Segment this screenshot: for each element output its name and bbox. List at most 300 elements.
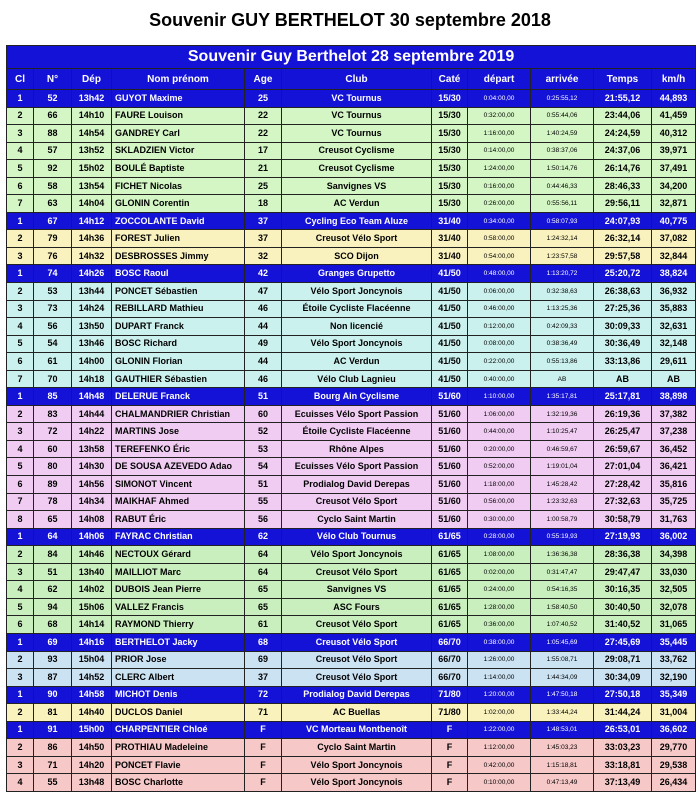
- cell-kmh: 33,030: [652, 563, 696, 581]
- cell-dep: 14h26: [72, 265, 112, 283]
- cell-cl: 2: [7, 704, 34, 722]
- cell-age: F: [245, 721, 282, 739]
- cell-arrivee: 0:46:59,67: [531, 440, 594, 458]
- cell-num: 70: [34, 370, 72, 388]
- cell-dep: 13h44: [72, 283, 112, 301]
- cell-temps: 28:46,33: [594, 177, 652, 195]
- cell-cate: F: [432, 739, 468, 757]
- cell-club: Creusot Vélo Sport: [282, 651, 432, 669]
- cell-depart: 1:16:00,00: [468, 125, 531, 143]
- cell-dep: 14h46: [72, 546, 112, 564]
- cell-cate: 41/50: [432, 353, 468, 371]
- cell-kmh: 40,775: [652, 212, 696, 230]
- header-kmh: km/h: [652, 69, 696, 90]
- cell-age: 52: [245, 423, 282, 441]
- cell-dep: 14h14: [72, 616, 112, 634]
- cell-kmh: 35,816: [652, 476, 696, 494]
- cell-temps: 29:57,58: [594, 247, 652, 265]
- cell-age: 56: [245, 511, 282, 529]
- cell-cate: 15/30: [432, 125, 468, 143]
- cell-depart: 1:12:00,00: [468, 739, 531, 757]
- cell-club: Prodialog David Derepas: [282, 476, 432, 494]
- results-table-wrapper: [6, 45, 695, 792]
- cell-cl: 1: [7, 528, 34, 546]
- cell-club: Creusot Vélo Sport: [282, 633, 432, 651]
- table-row: [7, 756, 696, 774]
- cell-dep: 13h58: [72, 440, 112, 458]
- cell-kmh: 36,602: [652, 721, 696, 739]
- cell-num: 90: [34, 686, 72, 704]
- table-row: [7, 774, 696, 792]
- cell-club: AC Verdun: [282, 353, 432, 371]
- cell-club: Étoile Cycliste Flacéenne: [282, 423, 432, 441]
- cell-age: 65: [245, 598, 282, 616]
- cell-cl: 1: [7, 686, 34, 704]
- cell-cl: 3: [7, 125, 34, 143]
- cell-dep: 13h54: [72, 177, 112, 195]
- cell-age: 49: [245, 335, 282, 353]
- cell-dep: 13h42: [72, 90, 112, 108]
- cell-num: 60: [34, 440, 72, 458]
- cell-club: AC Verdun: [282, 195, 432, 213]
- cell-cl: 3: [7, 669, 34, 687]
- cell-arrivee: 1:36:36,38: [531, 546, 594, 564]
- cell-dep: 15h06: [72, 598, 112, 616]
- cell-kmh: 34,398: [652, 546, 696, 564]
- cell-nom: RAYMOND Thierry: [112, 616, 245, 634]
- cell-cl: 4: [7, 318, 34, 336]
- cell-age: 21: [245, 160, 282, 178]
- cell-cate: 51/60: [432, 511, 468, 529]
- cell-nom: FICHET Nicolas: [112, 177, 245, 195]
- cell-arrivee: 1:48:53,01: [531, 721, 594, 739]
- cell-arrivee: 0:31:47,47: [531, 563, 594, 581]
- cell-club: Creusot Cyclisme: [282, 160, 432, 178]
- cell-temps: 25:17,81: [594, 388, 652, 406]
- cell-temps: 27:45,69: [594, 633, 652, 651]
- cell-age: 47: [245, 283, 282, 301]
- cell-arrivee: 0:55:56,11: [531, 195, 594, 213]
- cell-num: 91: [34, 721, 72, 739]
- cell-club: Ecuisses Vélo Sport Passion: [282, 458, 432, 476]
- cell-age: 64: [245, 546, 282, 564]
- cell-age: 17: [245, 142, 282, 160]
- cell-arrivee: 0:47:13,49: [531, 774, 594, 792]
- cell-dep: 15h04: [72, 651, 112, 669]
- cell-cate: 31/40: [432, 230, 468, 248]
- cell-cate: 15/30: [432, 90, 468, 108]
- cell-depart: 1:14:00,00: [468, 669, 531, 687]
- cell-cl: 5: [7, 160, 34, 178]
- cell-cate: 41/50: [432, 335, 468, 353]
- cell-num: 56: [34, 318, 72, 336]
- cell-dep: 14h40: [72, 704, 112, 722]
- cell-age: 65: [245, 581, 282, 599]
- cell-nom: BERTHELOT Jacky: [112, 633, 245, 651]
- cell-temps: 30:40,50: [594, 598, 652, 616]
- cell-kmh: 31,004: [652, 704, 696, 722]
- cell-arrivee: 1:10:25,47: [531, 423, 594, 441]
- cell-cate: 61/65: [432, 616, 468, 634]
- cell-num: 64: [34, 528, 72, 546]
- cell-cate: 15/30: [432, 195, 468, 213]
- cell-num: 74: [34, 265, 72, 283]
- cell-age: 37: [245, 669, 282, 687]
- cell-kmh: 34,200: [652, 177, 696, 195]
- cell-club: Rhône Alpes: [282, 440, 432, 458]
- header-cate: Caté: [432, 69, 468, 90]
- cell-nom: FOREST Julien: [112, 230, 245, 248]
- cell-cate: 51/60: [432, 405, 468, 423]
- cell-cl: 2: [7, 107, 34, 125]
- cell-club: Prodialog David Derepas: [282, 686, 432, 704]
- cell-num: 73: [34, 300, 72, 318]
- cell-club: Creusot Vélo Sport: [282, 563, 432, 581]
- cell-arrivee: 1:15:18,81: [531, 756, 594, 774]
- cell-nom: BOSC Charlotte: [112, 774, 245, 792]
- cell-cate: 71/80: [432, 686, 468, 704]
- results-table: [6, 45, 696, 792]
- cell-cate: 15/30: [432, 177, 468, 195]
- cell-arrivee: 0:38:37,06: [531, 142, 594, 160]
- header-depart: départ: [468, 69, 531, 90]
- cell-arrivee: 1:19:01,04: [531, 458, 594, 476]
- cell-cate: 51/60: [432, 458, 468, 476]
- cell-depart: 0:58:00,00: [468, 230, 531, 248]
- cell-temps: 27:25,36: [594, 300, 652, 318]
- cell-cate: 66/70: [432, 651, 468, 669]
- cell-arrivee: 0:32:38,63: [531, 283, 594, 301]
- table-row: [7, 493, 696, 511]
- cell-kmh: 36,002: [652, 528, 696, 546]
- cell-cl: 7: [7, 195, 34, 213]
- table-row: [7, 528, 696, 546]
- cell-club: Creusot Cyclisme: [282, 142, 432, 160]
- cell-arrivee: 1:13:20,72: [531, 265, 594, 283]
- cell-temps: 30:36,49: [594, 335, 652, 353]
- cell-cl: 2: [7, 546, 34, 564]
- cell-num: 71: [34, 756, 72, 774]
- cell-club: Étoile Cycliste Flacéenne: [282, 300, 432, 318]
- cell-arrivee: 1:24:32,14: [531, 230, 594, 248]
- cell-cl: 1: [7, 721, 34, 739]
- cell-nom: TEREFENKO Éric: [112, 440, 245, 458]
- cell-cl: 6: [7, 353, 34, 371]
- cell-cate: 51/60: [432, 388, 468, 406]
- cell-nom: GAUTHIER Sébastien: [112, 370, 245, 388]
- cell-cl: 3: [7, 563, 34, 581]
- cell-kmh: 32,871: [652, 195, 696, 213]
- cell-nom: GLONIN Florian: [112, 353, 245, 371]
- cell-num: 51: [34, 563, 72, 581]
- cell-age: 61: [245, 616, 282, 634]
- cell-depart: 0:42:00,00: [468, 756, 531, 774]
- cell-nom: DESBROSSES Jimmy: [112, 247, 245, 265]
- table-row: [7, 318, 696, 336]
- cell-age: 22: [245, 125, 282, 143]
- table-row: [7, 370, 696, 388]
- cell-temps: 24:24,59: [594, 125, 652, 143]
- cell-temps: 27:01,04: [594, 458, 652, 476]
- cell-arrivee: 1:23:32,63: [531, 493, 594, 511]
- cell-club: Non licencié: [282, 318, 432, 336]
- cell-dep: 14h58: [72, 686, 112, 704]
- cell-temps: 26:53,01: [594, 721, 652, 739]
- table-row: [7, 598, 696, 616]
- cell-depart: 0:54:00,00: [468, 247, 531, 265]
- cell-cate: 41/50: [432, 283, 468, 301]
- cell-age: 55: [245, 493, 282, 511]
- cell-club: Ecuisses Vélo Sport Passion: [282, 405, 432, 423]
- table-row: [7, 616, 696, 634]
- cell-dep: 14h20: [72, 756, 112, 774]
- cell-kmh: 32,190: [652, 669, 696, 687]
- cell-temps: 33:03,23: [594, 739, 652, 757]
- cell-nom: DUBOIS Jean Pierre: [112, 581, 245, 599]
- cell-arrivee: AB: [531, 370, 594, 388]
- cell-nom: BOSC Raoul: [112, 265, 245, 283]
- cell-age: F: [245, 774, 282, 792]
- table-row: [7, 651, 696, 669]
- cell-arrivee: 1:07:40,52: [531, 616, 594, 634]
- cell-club: Sanvignes VS: [282, 177, 432, 195]
- cell-age: 64: [245, 563, 282, 581]
- table-row: [7, 686, 696, 704]
- cell-kmh: 31,065: [652, 616, 696, 634]
- cell-depart: 0:52:00,00: [468, 458, 531, 476]
- cell-club: Vélo Sport Joncynois: [282, 756, 432, 774]
- cell-nom: BOSC Richard: [112, 335, 245, 353]
- cell-num: 88: [34, 125, 72, 143]
- cell-arrivee: 1:44:34,09: [531, 669, 594, 687]
- cell-club: Creusot Vélo Sport: [282, 230, 432, 248]
- cell-depart: 1:18:00,00: [468, 476, 531, 494]
- cell-depart: 1:24:00,00: [468, 160, 531, 178]
- cell-depart: 1:20:00,00: [468, 686, 531, 704]
- cell-temps: 26:32,14: [594, 230, 652, 248]
- cell-cl: 5: [7, 458, 34, 476]
- cell-kmh: 38,898: [652, 388, 696, 406]
- cell-kmh: 37,082: [652, 230, 696, 248]
- cell-age: 32: [245, 247, 282, 265]
- cell-temps: 30:16,35: [594, 581, 652, 599]
- table-row: [7, 423, 696, 441]
- header-num: N°: [34, 69, 72, 90]
- cell-nom: MAIKHAF Ahmed: [112, 493, 245, 511]
- cell-temps: 28:36,38: [594, 546, 652, 564]
- cell-temps: 26:38,63: [594, 283, 652, 301]
- cell-cl: 1: [7, 90, 34, 108]
- cell-club: Creusot Vélo Sport: [282, 493, 432, 511]
- table-row: [7, 160, 696, 178]
- cell-dep: 14h36: [72, 230, 112, 248]
- cell-num: 65: [34, 511, 72, 529]
- cell-kmh: 36,932: [652, 283, 696, 301]
- cell-nom: MARTINS Jose: [112, 423, 245, 441]
- cell-nom: DELERUE Franck: [112, 388, 245, 406]
- table-row: [7, 405, 696, 423]
- cell-num: 55: [34, 774, 72, 792]
- cell-kmh: 38,824: [652, 265, 696, 283]
- cell-club: Cyclo Saint Martin: [282, 739, 432, 757]
- cell-num: 66: [34, 107, 72, 125]
- cell-club: Creusot Vélo Sport: [282, 669, 432, 687]
- cell-club: VC Morteau Montbenoît: [282, 721, 432, 739]
- cell-dep: 14h16: [72, 633, 112, 651]
- cell-age: 46: [245, 300, 282, 318]
- table-row: [7, 721, 696, 739]
- cell-cate: 51/60: [432, 476, 468, 494]
- cell-temps: 29:56,11: [594, 195, 652, 213]
- cell-depart: 0:40:00,00: [468, 370, 531, 388]
- cell-nom: PRIOR Jose: [112, 651, 245, 669]
- header-nom: Nom prénom: [112, 69, 245, 90]
- table-row: [7, 476, 696, 494]
- cell-nom: VALLEZ Francis: [112, 598, 245, 616]
- cell-club: Vélo Club Lagnieu: [282, 370, 432, 388]
- cell-cate: 15/30: [432, 160, 468, 178]
- cell-nom: NECTOUX Gérard: [112, 546, 245, 564]
- cell-nom: BOULÉ Baptiste: [112, 160, 245, 178]
- cell-temps: 29:08,71: [594, 651, 652, 669]
- table-row: [7, 704, 696, 722]
- cell-num: 57: [34, 142, 72, 160]
- cell-nom: CLERC Albert: [112, 669, 245, 687]
- cell-kmh: 29,611: [652, 353, 696, 371]
- cell-depart: 0:56:00,00: [468, 493, 531, 511]
- cell-arrivee: 1:55:08,71: [531, 651, 594, 669]
- cell-num: 69: [34, 633, 72, 651]
- table-row: [7, 388, 696, 406]
- cell-dep: 13h40: [72, 563, 112, 581]
- cell-depart: 0:48:00,00: [468, 265, 531, 283]
- cell-age: 53: [245, 440, 282, 458]
- cell-club: Vélo Sport Joncynois: [282, 546, 432, 564]
- cell-kmh: 29,538: [652, 756, 696, 774]
- cell-cate: 66/70: [432, 669, 468, 687]
- cell-arrivee: 1:32:19,36: [531, 405, 594, 423]
- cell-kmh: 33,762: [652, 651, 696, 669]
- cell-cate: 61/65: [432, 581, 468, 599]
- cell-temps: 26:19,36: [594, 405, 652, 423]
- table-row: [7, 300, 696, 318]
- cell-num: 78: [34, 493, 72, 511]
- cell-cl: 3: [7, 247, 34, 265]
- cell-cl: 4: [7, 774, 34, 792]
- cell-kmh: 32,844: [652, 247, 696, 265]
- table-row: [7, 458, 696, 476]
- table-row: [7, 581, 696, 599]
- cell-age: F: [245, 756, 282, 774]
- cell-club: SCO Dijon: [282, 247, 432, 265]
- cell-age: 51: [245, 388, 282, 406]
- header-temps: Temps: [594, 69, 652, 90]
- cell-cate: 41/50: [432, 265, 468, 283]
- cell-temps: 23:44,06: [594, 107, 652, 125]
- cell-age: 18: [245, 195, 282, 213]
- cell-kmh: 40,312: [652, 125, 696, 143]
- cell-nom: ZOCCOLANTE David: [112, 212, 245, 230]
- table-row: [7, 511, 696, 529]
- cell-arrivee: 1:45:28,42: [531, 476, 594, 494]
- cell-club: Vélo Sport Joncynois: [282, 335, 432, 353]
- cell-arrivee: 1:00:58,79: [531, 511, 594, 529]
- cell-depart: 1:08:00,00: [468, 546, 531, 564]
- cell-temps: 30:58,79: [594, 511, 652, 529]
- cell-cate: 15/30: [432, 142, 468, 160]
- cell-club: Cyclo Saint Martin: [282, 511, 432, 529]
- cell-cl: 3: [7, 756, 34, 774]
- cell-dep: 14h24: [72, 300, 112, 318]
- cell-depart: 0:06:00,00: [468, 283, 531, 301]
- cell-club: Creusot Vélo Sport: [282, 616, 432, 634]
- table-row: [7, 563, 696, 581]
- cell-club: Bourg Ain Cyclisme: [282, 388, 432, 406]
- banner-row: [7, 46, 696, 69]
- table-row: [7, 90, 696, 108]
- cell-num: 87: [34, 669, 72, 687]
- cell-cate: 71/80: [432, 704, 468, 722]
- cell-kmh: 32,078: [652, 598, 696, 616]
- cell-arrivee: 0:25:55,12: [531, 90, 594, 108]
- cell-depart: 0:02:00,00: [468, 563, 531, 581]
- cell-dep: 15h02: [72, 160, 112, 178]
- cell-club: VC Tournus: [282, 125, 432, 143]
- cell-depart: 1:28:00,00: [468, 598, 531, 616]
- cell-num: 86: [34, 739, 72, 757]
- cell-arrivee: 1:58:40,50: [531, 598, 594, 616]
- cell-cate: 61/65: [432, 546, 468, 564]
- table-row: [7, 142, 696, 160]
- cell-kmh: 32,631: [652, 318, 696, 336]
- cell-temps: 24:37,06: [594, 142, 652, 160]
- cell-kmh: 36,452: [652, 440, 696, 458]
- table-row: [7, 195, 696, 213]
- cell-arrivee: 0:55:19,93: [531, 528, 594, 546]
- cell-depart: 0:14:00,00: [468, 142, 531, 160]
- cell-age: 62: [245, 528, 282, 546]
- cell-nom: SKLADZIEN Victor: [112, 142, 245, 160]
- cell-temps: 29:47,47: [594, 563, 652, 581]
- cell-kmh: 35,883: [652, 300, 696, 318]
- cell-age: 71: [245, 704, 282, 722]
- cell-age: 69: [245, 651, 282, 669]
- cell-nom: GUYOT Maxime: [112, 90, 245, 108]
- cell-dep: 14h06: [72, 528, 112, 546]
- cell-temps: AB: [594, 370, 652, 388]
- table-row: [7, 353, 696, 371]
- cell-temps: 27:32,63: [594, 493, 652, 511]
- cell-kmh: 32,148: [652, 335, 696, 353]
- table-row: [7, 125, 696, 143]
- cell-num: 63: [34, 195, 72, 213]
- cell-cate: 61/65: [432, 598, 468, 616]
- cell-age: 25: [245, 90, 282, 108]
- cell-num: 80: [34, 458, 72, 476]
- table-row: [7, 230, 696, 248]
- cell-club: VC Tournus: [282, 90, 432, 108]
- cell-depart: 0:24:00,00: [468, 581, 531, 599]
- cell-cl: 1: [7, 633, 34, 651]
- cell-nom: GLONIN Corentin: [112, 195, 245, 213]
- cell-cate: 41/50: [432, 318, 468, 336]
- cell-arrivee: 0:38:36,49: [531, 335, 594, 353]
- cell-depart: 0:08:00,00: [468, 335, 531, 353]
- cell-club: Vélo Club Tournus: [282, 528, 432, 546]
- cell-cl: 7: [7, 370, 34, 388]
- cell-arrivee: 1:35:17,81: [531, 388, 594, 406]
- table-banner: Souvenir Guy Berthelot 28 septembre 2019: [7, 46, 696, 69]
